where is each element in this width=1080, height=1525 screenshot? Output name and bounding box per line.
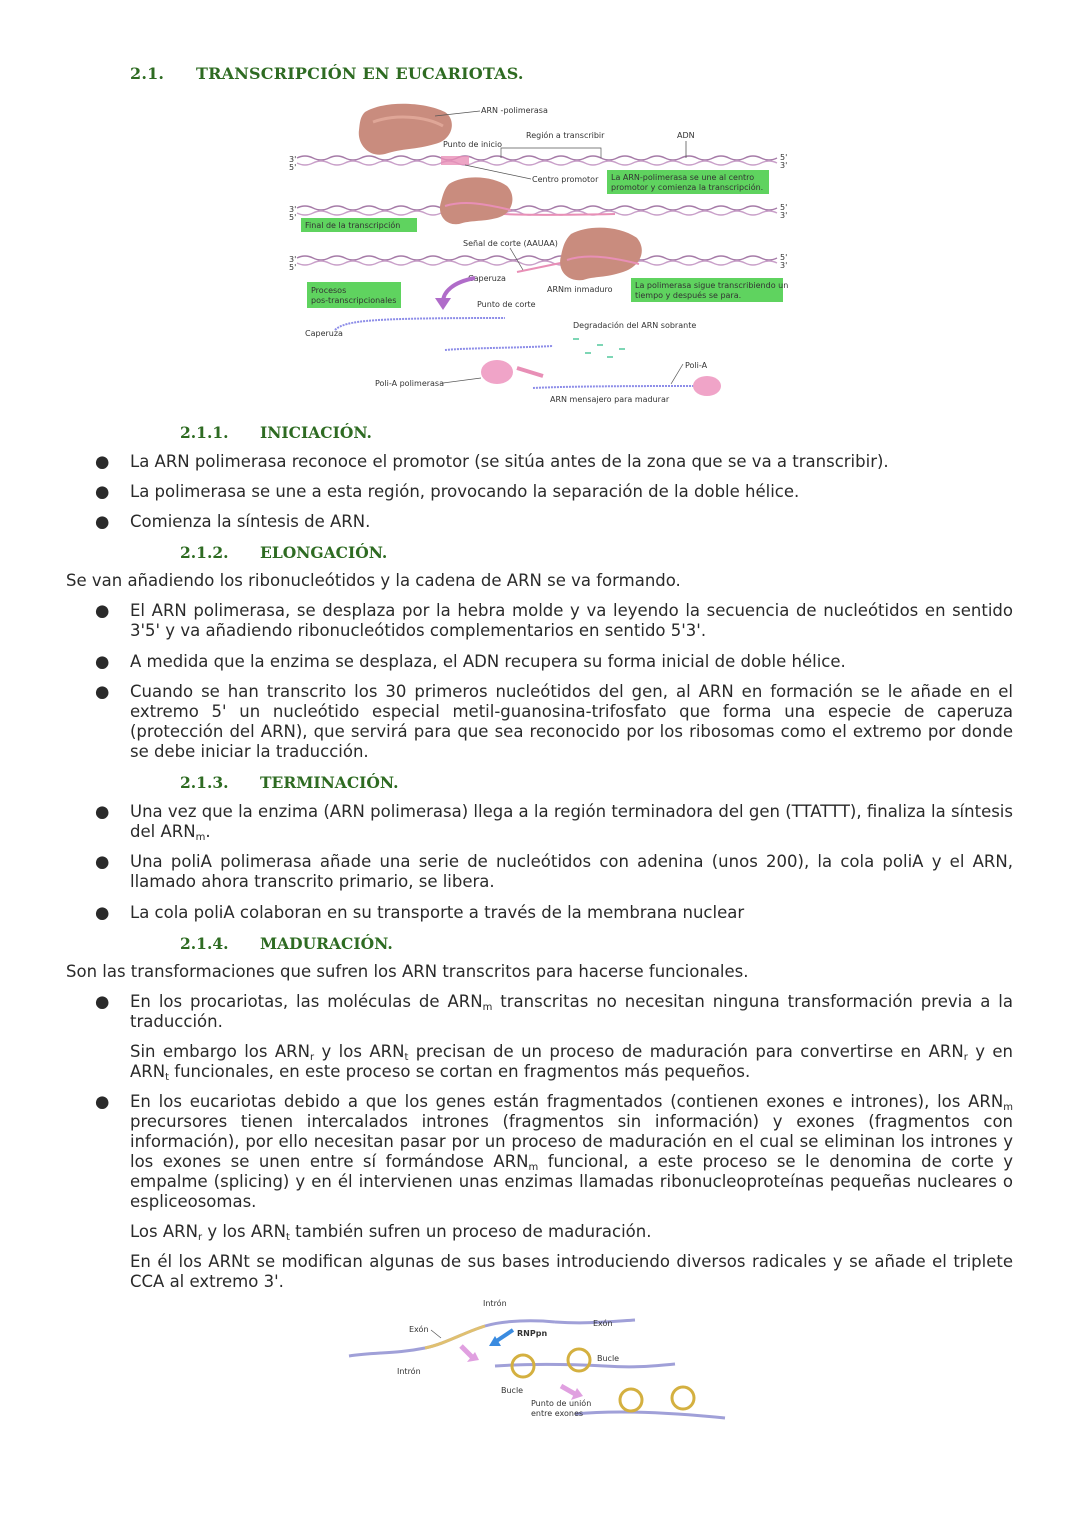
dna-strand-row-2 [297,206,777,215]
maduracion-intro: Son las transformaciones que sufren los ARN transcritos para hacerse funcionales. [66,962,749,981]
label-polia: Poli-A [685,361,708,370]
label-3-prime-5: 3' [289,255,297,264]
label-arn-polimerasa: ARN -polimerasa [481,106,548,115]
label-final-transcripcion: Final de la transcripción [305,221,401,230]
box-promotor-line-1: La ARN-polimerasa se une al centro [611,173,755,182]
subscript: t [285,1232,290,1243]
elongacion-intro: Se van añadiendo los ribonucleótidos y la cadena de ARN se va formando. [66,571,681,590]
text-run: ARN [369,1042,405,1061]
polymerase-blob-3 [560,228,642,281]
text-run: En los procariotas, las moléculas de [130,992,448,1011]
bullet-dot: ● [95,452,110,471]
intron-loop-4 [672,1387,694,1409]
label-arnm-inmaduro: ARNm inmaduro [547,285,613,294]
bullet-maduracion-1 [95,992,1013,1032]
label-arn-madurar: ARN mensajero para madurar [550,395,670,404]
bullet-dot: ● [95,903,110,922]
bullet-terminacion-2 [95,852,1013,892]
bullet-text [130,992,1013,1032]
box-procesos-line-1: Procesos [311,286,347,295]
label-intron-left: Intrón [397,1367,421,1376]
label-5-prime-6: 5' [780,253,788,262]
text-run: Sin embargo los [130,1042,275,1061]
heading-maduracion [180,934,393,953]
bullet-dot: ● [95,601,110,620]
bullet-dot: ● [95,1092,110,1111]
label-bucle-left: Bucle [501,1386,524,1395]
box-promotor-line-2: promotor y comienza la transcripción. [611,183,764,192]
transcription-diagram [285,100,795,414]
label-rnppn: RNPpn [517,1329,548,1338]
text-run: y en [967,1042,1013,1061]
label-polia-polimerasa: Poli-A polimerasa [375,379,444,388]
bullet-elongacion-3 [95,682,1013,762]
heading-number: 2.1.2. [180,543,229,562]
label-5-prime-2: 5' [780,153,788,162]
label-exon-left: Exón [409,1325,429,1334]
polymerase-blob-2 [440,177,512,224]
dna-strand-row-3 [297,256,777,272]
text-run: En los eucariotas debido a que los genes están fragmentados (contienen exones e intrones), los [130,1092,969,1111]
rna-strand-loops [495,1364,675,1367]
label-5-prime-5: 5' [289,263,297,272]
heading-title: INICIACIÓN. [260,423,372,442]
text-run: transcritas no necesitan ninguna transformación previa a la traducción. [130,992,1013,1031]
text-run: precisan de un proceso de maduración para convertirse en [408,1042,929,1061]
splicing-diagram [345,1294,735,1434]
label-adn: ADN [677,131,695,140]
label-3-prime-6: 3' [780,261,788,270]
bullet-dot: ● [95,852,110,871]
bullet-dot: ● [95,652,110,671]
label-intron-top: Intrón [483,1299,507,1308]
section-number: 2.1. [130,64,165,83]
bullet-elongacion-1 [95,601,1013,641]
polia-polymerase-blob-1 [481,360,513,384]
text-run: ARN [493,1152,529,1171]
text-run: ARN [274,1042,310,1061]
label-punto-union-1: Punto de unión [531,1399,592,1408]
label-5-prime-4: 5' [780,203,788,212]
label-exon-right: Exón [593,1319,613,1328]
label-region-transcribir: Región a transcribir [526,131,605,140]
text-run: ARN [928,1042,964,1061]
blue-arrow-icon [495,1330,513,1342]
heading-elongacion [180,543,387,562]
bullet-text: La polimerasa se une a esta región, provocando la separación de la doble hélice. [130,482,800,501]
heading-title: MADURACIÓN. [260,934,393,953]
text-run: Una vez que la enzima (ARN polimerasa) llega a la región terminadora del gen (TTATTT), finaliza la síntesis del ARN [130,802,1013,841]
text-run: también sufren un proceso de maduración. [289,1222,652,1241]
dna-strand-row-1 [297,156,777,165]
text-run: . [205,822,211,841]
polia-polymerase-blob-2 [693,376,721,396]
subscript: r [197,1232,203,1243]
bullet-dot: ● [95,802,110,821]
text-run: ARN [130,1062,166,1081]
text-run: ARN [162,1222,198,1241]
heading-number: 2.1.3. [180,773,229,792]
label-punto-inicio: Punto de inicio [443,140,502,149]
label-caperuza-top: Caperuza [468,274,506,283]
heading-title: ELONGACIÓN. [260,543,388,562]
section-title: TRANSCRIPCIÓN EN EUCARIOTAS. [196,64,524,83]
subscript: r [963,1052,968,1063]
bullet-text: La cola poliA colaboran en su transporte a través de la membrana nuclear [130,903,745,922]
bullet-terminacion-1 [95,802,1013,842]
label-degradacion: Degradación del ARN sobrante [573,321,697,330]
bullet-text: Cuando se han transcrito los 30 primeros nucleótidos del gen, al ARN en formación se le añade en el extremo 5' un nucleótido especial metil-guanosina-trifosfato que forma una especie de caperuza (protección del ARN), que servirá para que sea reconocido por los ribosomas como el extremo por donde se debe iniciar la traducción. [130,682,1013,761]
polymerase-blob-1 [359,104,452,155]
degraded-fragments [573,338,625,358]
label-3-prime-4: 3' [780,211,788,220]
label-caperuza-left: Caperuza [305,329,343,338]
label-senal-corte: Señal de corte (AAUAA) [463,239,558,248]
heading-terminacion [180,773,399,792]
intron-loop-2 [568,1349,590,1371]
label-punto-corte: Punto de corte [477,300,536,309]
bullet-dot: ● [95,682,110,701]
bullet-text: La ARN polimerasa reconoce el promotor (se sitúa antes de la zona que se va a transcribir). [130,452,889,471]
text-run: precursores tienen intercalados intrones (fragmentos sin información) y exones (fragmentos con información), por ello necesitan pasar por un proceso de maduración en el cual se eliminan los intrones y los exones se unen entre sí formándose [130,1112,1013,1171]
subscript: m [528,1162,539,1173]
text-run: y los [314,1042,370,1061]
label-punto-union-2: entre exones [531,1409,584,1418]
pink-arrow-icon-2 [561,1386,575,1394]
label-centro-promotor: Centro promotor [532,175,599,184]
bullet-dot: ● [95,482,110,501]
subscript: m [195,832,206,843]
bullet-text [130,1092,1013,1212]
bullet-text [130,802,1013,842]
text-run: Los [130,1222,163,1241]
label-3-prime-1: 3' [289,155,297,164]
label-bucle-right: Bucle [597,1354,620,1363]
subscript: t [165,1072,170,1083]
box-procesos-line-2: pos-transcripcionales [311,296,397,305]
bullet-dot: ● [95,992,110,1011]
paragraph-maduracion-3: En él los ARNt se modifican algunas de sus bases introduciendo diversos radicales y se añade el triplete CCA al extremo 3'. [130,1252,1013,1291]
heading-number: 2.1.4. [180,934,229,953]
box-sigue-line-2: tiempo y después se para. [635,291,742,300]
heading-title: TERMINACIÓN. [260,773,399,792]
subscript: r [309,1052,315,1063]
bullet-maduracion-2 [95,1092,1013,1212]
text-run: ARN [968,1092,1004,1111]
label-5-prime-3: 5' [289,213,297,222]
bullet-text: Comienza la síntesis de ARN. [130,512,371,531]
text-run: ARN [447,992,483,1011]
text-run: funcional, a este proceso se le denomina de corte y empalme (splicing) y en él intervienen unas enzimas llamadas ribonucleoproteínas pequeñas nucleares o espliceosomas. [130,1152,1013,1211]
pink-arrow-icon [461,1346,473,1358]
text-run: y los [202,1222,251,1241]
label-5-prime-1: 5' [289,163,297,172]
intron-loop-3 [620,1389,642,1411]
subscript: t [404,1052,409,1063]
subscript: m [482,1002,493,1013]
subscript: m [1003,1102,1013,1113]
paragraph-maduracion-2 [130,1222,1013,1242]
heading-iniciacion [180,423,372,442]
label-3-prime-2: 3' [780,161,788,170]
label-3-prime-3: 3' [289,205,297,214]
section-heading [130,64,524,83]
text-run: ARN [250,1222,286,1241]
bullet-text: A medida que la enzima se desplaza, el ADN recupera su forma inicial de doble hélice. [130,652,846,671]
text-run: funcionales, en este proceso se cortan en fragmentos más pequeños. [169,1062,751,1081]
bullet-dot: ● [95,512,110,531]
box-sigue-line-1: La polimerasa sigue transcribiendo un [635,281,789,290]
bullet-text: El ARN polimerasa, se desplaza por la hebra molde y va leyendo la secuencia de nucleótidos en sentido 3'5' y va añadiendo ribonucleótidos complementarios en sentido 5'3'. [130,601,1013,640]
rna-strand-final [575,1412,725,1418]
bullet-text: Una poliA polimerasa añade una serie de nucleótidos con adenina (unos 200), la cola poliA y el ARN, llamado ahora transcrito primario, se libera. [130,852,1013,891]
heading-number: 2.1.1. [180,423,229,442]
paragraph-maduracion-1 [130,1042,1013,1082]
